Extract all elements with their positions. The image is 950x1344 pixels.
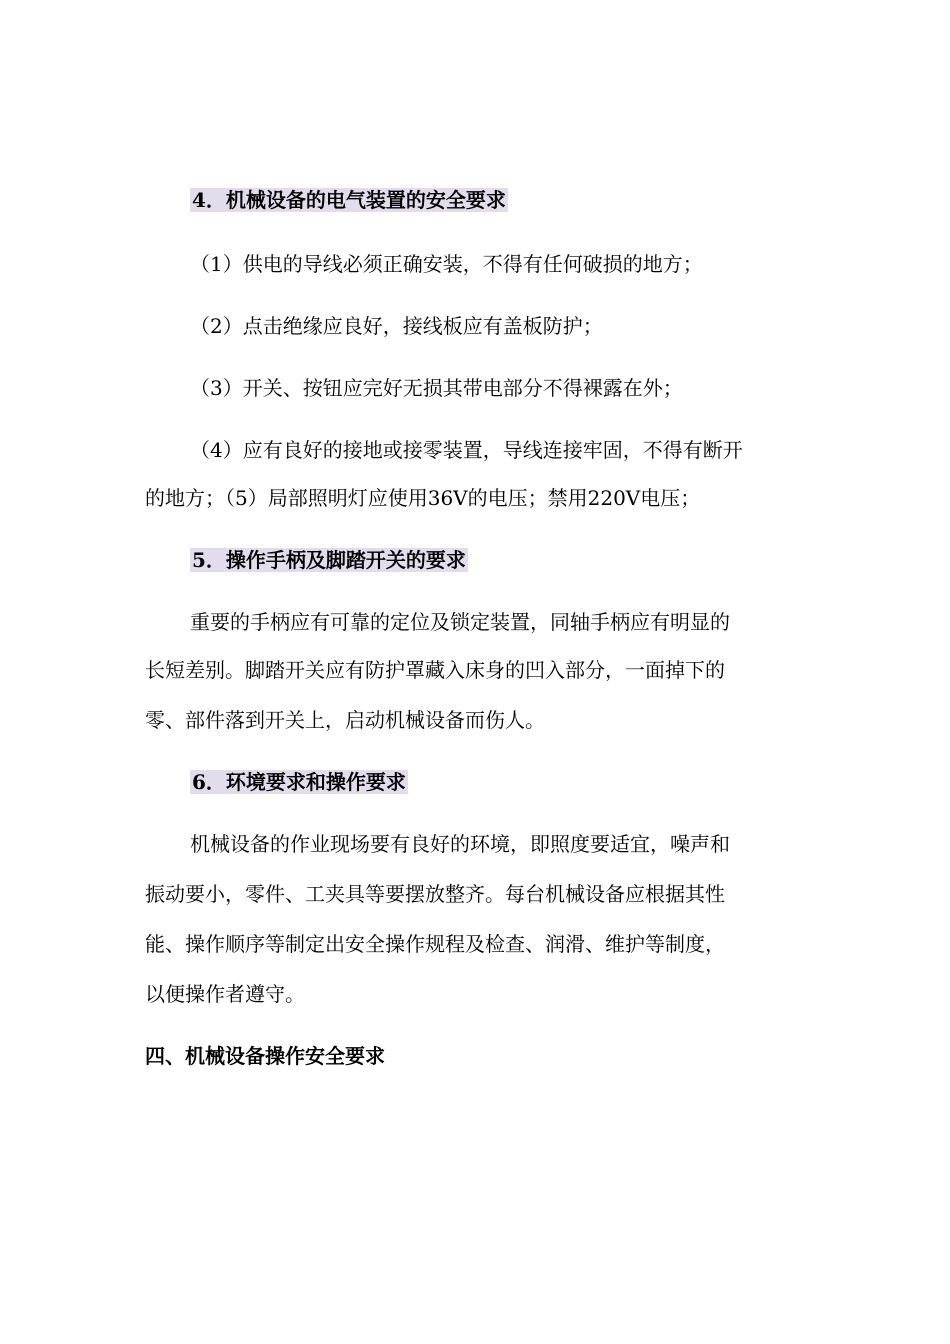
section-5-heading-text: 5．操作手柄及脚踏开关的要求 [192,548,466,572]
section-6-para-line-3: 能、操作顺序等制定出安全操作规程及检查、润滑、维护等制度， [145,932,725,956]
section-4-item-3: （3）开关、按钮应完好无损其带电部分不得裸露在外； [190,376,683,400]
section-4-item-4-line-1: （4）应有良好的接地或接零装置，导线连接牢固，不得有断开 [190,438,743,462]
section-4-heading [190,186,850,214]
section-5-para-line-3: 零、部件落到开关上，启动机械设备而伤人。 [145,708,545,732]
section-6-para-line-4: 以便操作者遵守。 [145,982,305,1006]
section-5-heading [190,546,850,574]
section-4-item-1: （1）供电的导线必须正确安装，不得有任何破损的地方； [190,252,703,276]
section-6-heading-text: 6．环境要求和操作要求 [192,770,406,794]
section-6-para-line-1: 机械设备的作业现场要有良好的环境，即照度要适宜，噪声和 [190,832,730,856]
section-6-para-line-2: 振动要小，零件、工夹具等要摆放整齐。每台机械设备应根据其性 [145,882,725,906]
section-4-item-2: （2）点击绝缘应良好，接线板应有盖板防护； [190,314,603,338]
section-iv-heading: 四、机械设备操作安全要求 [145,1044,385,1068]
section-4-heading-text: 4．机械设备的电气装置的安全要求 [192,188,506,212]
section-6-heading [190,768,850,796]
section-5-para-line-2: 长短差别。脚踏开关应有防护罩藏入床身的凹入部分，一面掉下的 [145,658,725,682]
section-5-para-line-1: 重要的手柄应有可靠的定位及锁定装置，同轴手柄应有明显的 [190,610,730,634]
section-4-item-4-line-2: 的地方；（5）局部照明灯应使用36V的电压；禁用220V电压； [145,486,701,510]
